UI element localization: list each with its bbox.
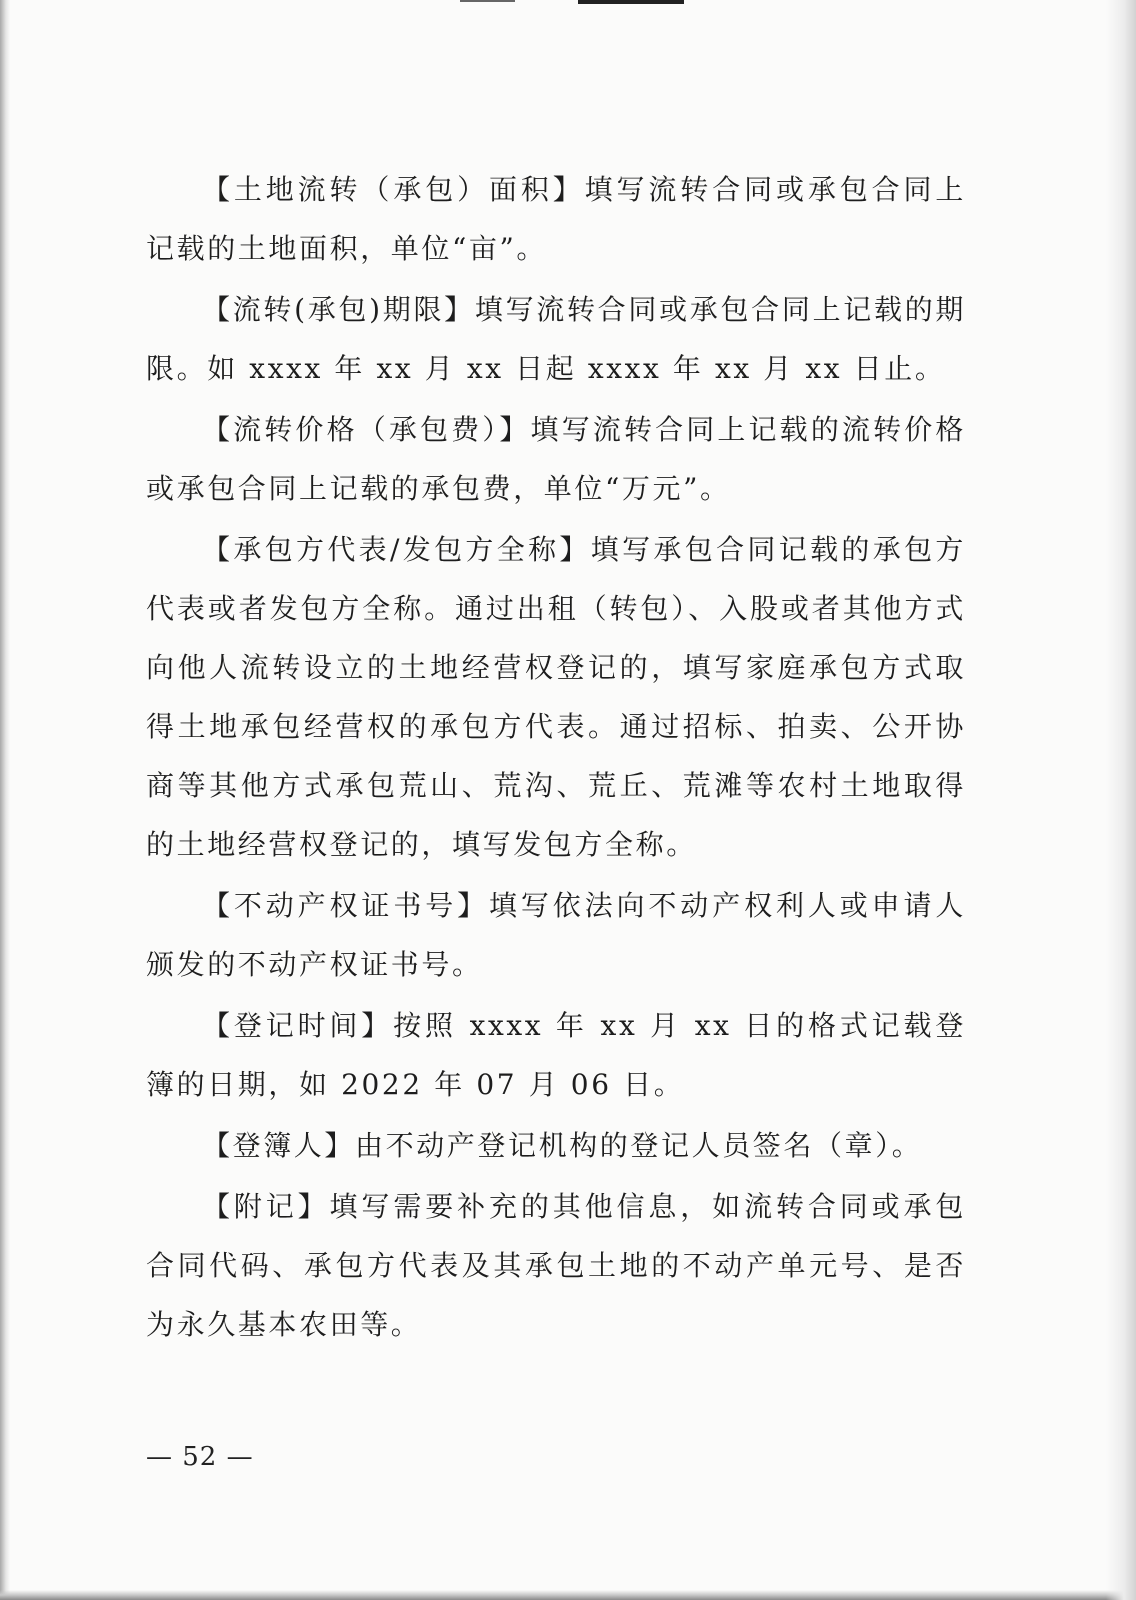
scan-mark [460,0,515,2]
paragraph-price: 【流转价格（承包费）】填写流转合同上记载的流转价格或承包合同上记载的承包费，单位“万元”。 [146,413,966,505]
paragraph-contractor: 【承包方代表/发包方全称】填写承包合同记载的承包方代表或者发包方全称。通过出租（转包）、入股或者其他方式向他人流转设立的土地经营权登记的，填写家庭承包方式取得土地承包经营权的承包方代表。通过招标、拍卖、公开协商等其他方式承包荒山、荒沟、荒丘、荒滩等农村土地取得的土地经营权登记的，填写发包方全称。 [146,533,966,861]
paragraph-notes: 【附记】填写需要补充的其他信息，如流转合同或承包合同代码、承包方代表及其承包土地的不动产单元号、是否为永久基本农田等。 [146,1190,966,1341]
scan-mark [578,0,684,4]
page-body [146,160,966,1356]
paragraph-registrar: 【登簿人】由不动产登记机构的登记人员签名（章）。 [202,1129,923,1162]
page-number: — 52 — [146,1442,254,1472]
paragraph-land-area: 【土地流转（承包）面积】填写流转合同或承包合同上记载的土地面积，单位“亩”。 [146,173,966,265]
paragraph-registration-time: 【登记时间】按照 xxxx 年 xx 月 xx 日的格式记载登簿的日期，如 2022 年 07 月 06 日。 [146,1009,966,1101]
scan-edge [0,1590,1136,1600]
paragraph-term: 【流转(承包)期限】填写流转合同或承包合同上记载的期限。如 xxxx 年 xx 月 xx 日起 xxxx 年 xx 月 xx 日止。 [146,293,966,385]
paragraph-certificate-number: 【不动产权证书号】填写依法向不动产权利人或申请人颁发的不动产权证书号。 [146,889,966,981]
